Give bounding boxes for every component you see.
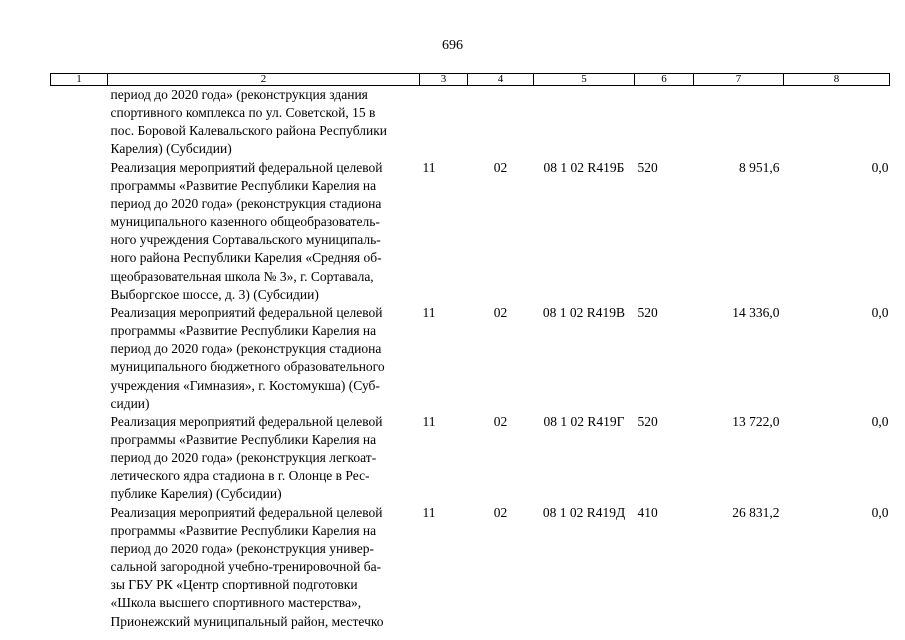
- name-line: Карелия) (Субсидии): [110, 141, 232, 157]
- table-body: [51, 86, 890, 631]
- cell-name: [108, 504, 420, 631]
- name-line: период до 2020 года» (реконструкция здания: [110, 87, 368, 102]
- name-line: муниципального бюджетного образовательного: [110, 359, 385, 375]
- name-line: период до 2020 года» (реконструкция стадиона: [110, 195, 382, 211]
- cell-c5: 08 1 02 R419Г: [543, 413, 625, 429]
- cell-c3: 11: [422, 413, 436, 429]
- name-line: пос. Боровой Калевальского района Республики: [110, 123, 388, 139]
- name-line: Прионежский муниципальный район, местечко: [110, 613, 384, 629]
- name-line: «Школа высшего спортивного мастерства»,: [110, 595, 362, 611]
- header-cell-3: 3: [420, 74, 468, 86]
- header-cell-7: 7: [694, 74, 784, 86]
- name-line: зы ГБУ РК «Центр спортивной подготовки: [110, 577, 358, 593]
- cell-col-1: [51, 159, 108, 304]
- cell-c7: 26 831,2: [732, 504, 780, 520]
- name-line: ного учреждения Сортавальского муниципаль-: [110, 232, 381, 248]
- name-line: Реализация мероприятий федеральной целевой: [110, 159, 383, 175]
- name-line: летического ядра стадиона в г. Олонце в Рес-: [110, 468, 370, 484]
- name-line: щеобразовательная школа № 3», г. Сортавала,: [110, 268, 374, 284]
- cell-col-1: [51, 504, 108, 631]
- name-line: публике Карелия) (Субсидии): [110, 486, 282, 502]
- table-row: [51, 304, 890, 413]
- cell-c8: 0,0: [871, 159, 889, 175]
- name-line: программы «Развитие Республики Карелия на: [110, 323, 377, 339]
- cell-c4: 02: [493, 304, 508, 320]
- name-line: спортивного комплекса по ул. Советской, 15 в: [110, 105, 376, 121]
- cell-name: [108, 86, 420, 159]
- header-cell-1: 1: [51, 74, 108, 86]
- name-line: программы «Развитие Республики Карелия на: [110, 177, 377, 193]
- cell-c4: 02: [493, 159, 508, 175]
- cell-c5: 08 1 02 R419В: [542, 304, 626, 320]
- cell-c3: 11: [422, 159, 436, 175]
- header-row: [51, 74, 890, 86]
- name-line: программы «Развитие Республики Карелия на: [110, 522, 377, 538]
- cell-c5: [534, 86, 635, 159]
- name-line: период до 2020 года» (реконструкция стадиона: [110, 341, 382, 357]
- table-row: [51, 159, 890, 304]
- cell-c8: [784, 86, 890, 159]
- cell-c5: 08 1 02 R419Д: [542, 504, 626, 520]
- name-line: сальной загородной учебно-тренировочной ба-: [110, 559, 382, 575]
- cell-col-1: [51, 304, 108, 413]
- cell-name: [108, 304, 420, 413]
- name-line: период до 2020 года» (реконструкция универ-: [110, 540, 375, 556]
- cell-c4: 02: [493, 413, 508, 429]
- cell-c3: 11: [422, 304, 436, 320]
- cell-c8: 0,0: [871, 413, 889, 429]
- name-line: учреждения «Гимназия», г. Костомукша) (Суб-: [110, 377, 380, 393]
- cell-col-1: [51, 86, 108, 159]
- name-line: Реализация мероприятий федеральной целевой: [110, 413, 383, 429]
- cell-name: [108, 159, 420, 304]
- cell-c7: [694, 86, 784, 159]
- name-line: период до 2020 года» (реконструкция легкоат-: [110, 450, 377, 466]
- header-cell-6: 6: [635, 74, 694, 86]
- cell-c6: 520: [637, 159, 658, 175]
- cell-c7: 8 951,6: [739, 159, 780, 175]
- table-header: [51, 74, 890, 86]
- cell-c6: 520: [637, 304, 658, 320]
- name-line: Реализация мероприятий федеральной целевой: [110, 504, 383, 520]
- name-line: программы «Развитие Республики Карелия на: [110, 431, 377, 447]
- cell-c8: 0,0: [871, 504, 889, 520]
- header-cell-4: 4: [468, 74, 534, 86]
- cell-name: [108, 413, 420, 504]
- cell-col-1: [51, 413, 108, 504]
- budget-table: [50, 73, 890, 631]
- cell-c7: 13 722,0: [732, 413, 780, 429]
- name-line: сидии): [110, 395, 150, 411]
- name-line: Выборгское шоссе, д. 3) (Субсидии): [110, 286, 319, 302]
- table-row: [51, 504, 890, 631]
- cell-c4: 02: [493, 504, 508, 520]
- header-cell-5: 5: [534, 74, 635, 86]
- cell-c4: [468, 86, 534, 159]
- table-row: [51, 86, 890, 159]
- cell-c3: 11: [422, 504, 436, 520]
- name-line: Реализация мероприятий федеральной целевой: [110, 304, 383, 320]
- cell-c6: 410: [637, 504, 658, 520]
- page-number: 696: [442, 38, 463, 53]
- cell-c6: 520: [637, 413, 658, 429]
- cell-c6: [635, 86, 694, 159]
- header-cell-2: 2: [108, 74, 420, 86]
- cell-c5: 08 1 02 R419Б: [543, 159, 625, 175]
- name-line: ного района Республики Карелия «Средняя об-: [110, 250, 382, 266]
- cell-c3: [420, 86, 468, 159]
- name-line: муниципального казенного общеобразователь-: [110, 214, 380, 230]
- cell-c8: 0,0: [871, 304, 889, 320]
- cell-c7: 14 336,0: [732, 304, 780, 320]
- header-cell-8: 8: [784, 74, 890, 86]
- table-row: [51, 413, 890, 504]
